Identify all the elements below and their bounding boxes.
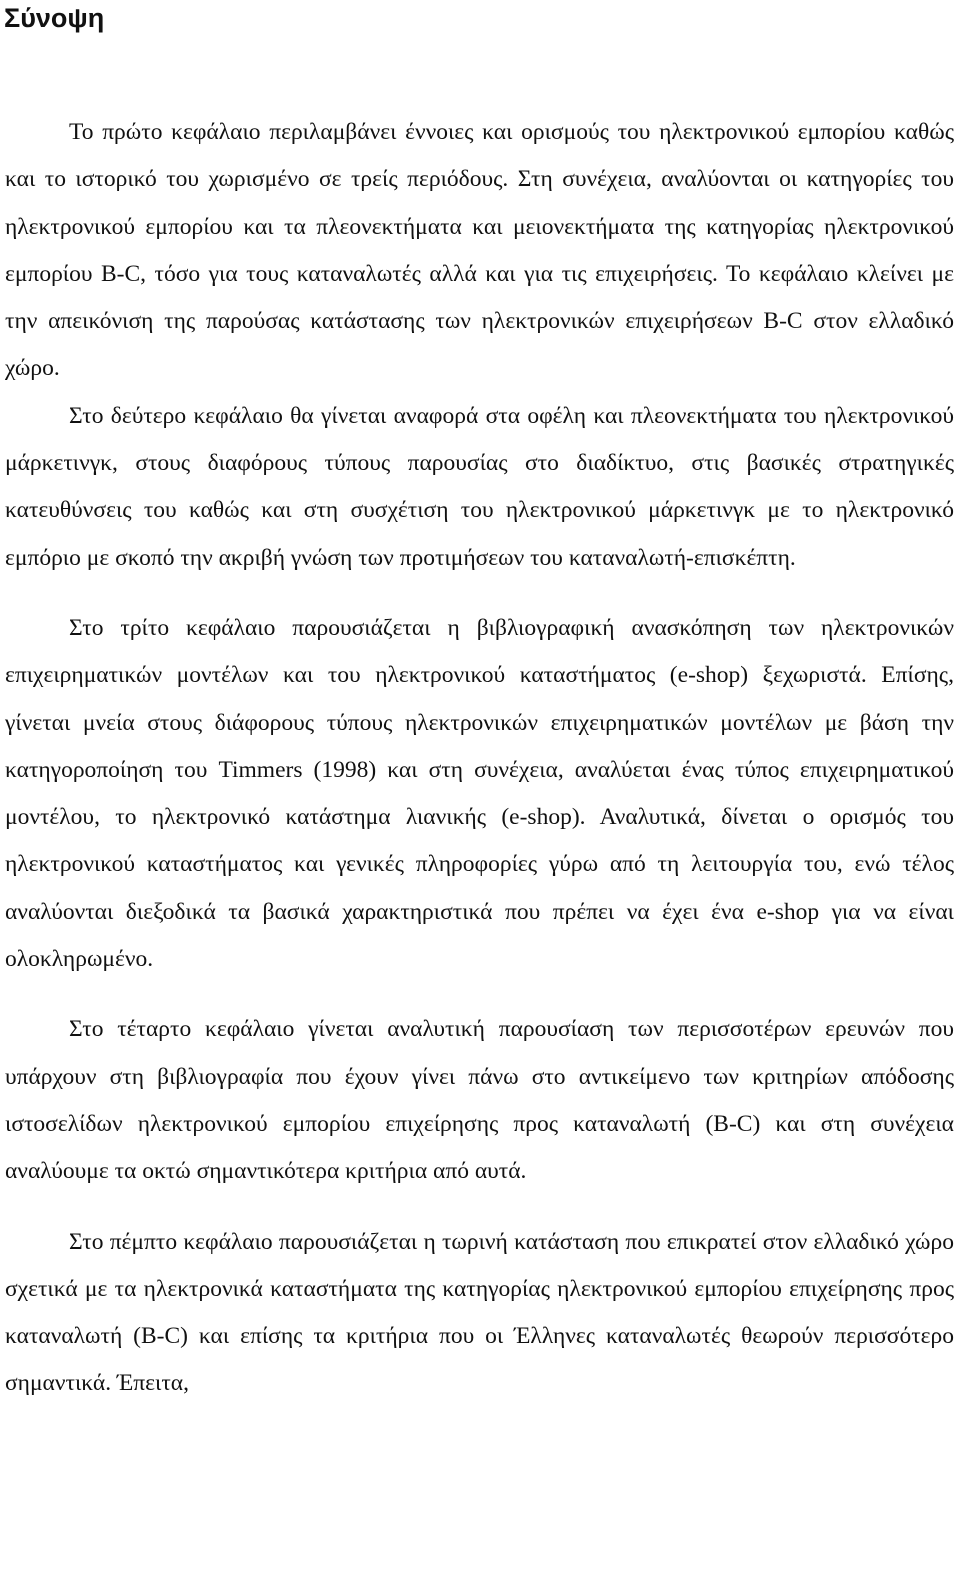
document-title: Σύνοψη [4, 3, 105, 33]
document-body [5, 109, 954, 1408]
paragraph-chapter-4: Στο τέταρτο κεφάλαιο γίνεται αναλυτική παρουσίαση των περισσοτέρων ερευνών που υπάρχουν στη βιβλιογραφία που έχουν γίνει πάνω στο αντικείμενο των κριτηρίων απόδοσης ιστοσελίδων ηλεκτρονικού εμπορίου επιχείρησης προς καταναλωτή (B-C) και στη συνέχεια αναλύουμε τα οκτώ σημαντικότερα κριτήρια από αυτά. [5, 1016, 954, 1185]
paragraph-chapter-5: Στο πέμπτο κεφάλαιο παρουσιάζεται η τωρινή κατάσταση που επικρατεί στον ελλαδικό χώρο σχετικά με τα ηλεκτρονικά καταστήματα της κατηγορίας ηλεκτρονικού εμπορίου επιχείρησης προς καταναλωτή (B-C) και επίσης τα κριτήρια που οι Έλληνες καταναλωτές θεωρούν περισσότερο σημαντικά. Έπειτα, [5, 1228, 954, 1397]
paragraph-chapter-1: Το πρώτο κεφάλαιο περιλαμβάνει έννοιες και ορισμούς του ηλεκτρονικού εμπορίου καθώς και το ιστορικό του χωρισμένο σε τρείς περιόδους. Στη συνέχεια, αναλύονται οι κατηγορίες του ηλεκτρονικού εμπορίου και τα πλεονεκτήματα και μειονεκτήματα της κατηγορίας ηλεκτρονικού εμπορίου B-C, τόσο για τους καταναλωτές αλλά και για τις επιχειρήσεις. Το κεφάλαιο κλείνει με την απεικόνιση της παρούσας κατάστασης των ηλεκτρονικών επιχειρήσεων B-C στον ελλαδικό χώρο. [5, 119, 954, 382]
paragraph-chapter-2: Στο δεύτερο κεφάλαιο θα γίνεται αναφορά στα οφέλη και πλεονεκτήματα του ηλεκτρονικού μάρκετινγκ, στους διαφόρους τύπους παρουσίας στο διαδίκτυο, στις βασικές στρατηγικές κατευθύνσεις του καθώς και στη συσχέτιση του ηλεκτρονικού μάρκετινγκ με το ηλεκτρονικό εμπόριο με σκοπό την ακριβή γνώση των προτιμήσεων του καταναλωτή-επισκέπτη. [5, 402, 954, 571]
paragraph-chapter-3: Στο τρίτο κεφάλαιο παρουσιάζεται η βιβλιογραφική ανασκόπηση των ηλεκτρονικών επιχειρηματικών μοντέλων και του ηλεκτρονικού καταστήματος (e-shop) ξεχωριστά. Επίσης, γίνεται μνεία στους διάφορους τύπους ηλεκτρονικών επιχειρηματικών μοντέλων με βάση την κατηγοροποίηση του Timmers (1998) και στη συνέχεια, αναλύεται ένας τύπος επιχειρηματικού μοντέλου, το ηλεκτρονικό κατάστημα λιανικής (e-shop). Αναλυτικά, δίνεται ο ορισμός του ηλεκτρονικού καταστήματος και γενικές πληροφορίες γύρω από τη λειτουργία του, ενώ τέλος αναλύονται διεξοδικά τα βασικά χαρακτηριστικά που πρέπει να έχει ένα e-shop για να είναι ολοκληρωμένο. [5, 614, 954, 973]
